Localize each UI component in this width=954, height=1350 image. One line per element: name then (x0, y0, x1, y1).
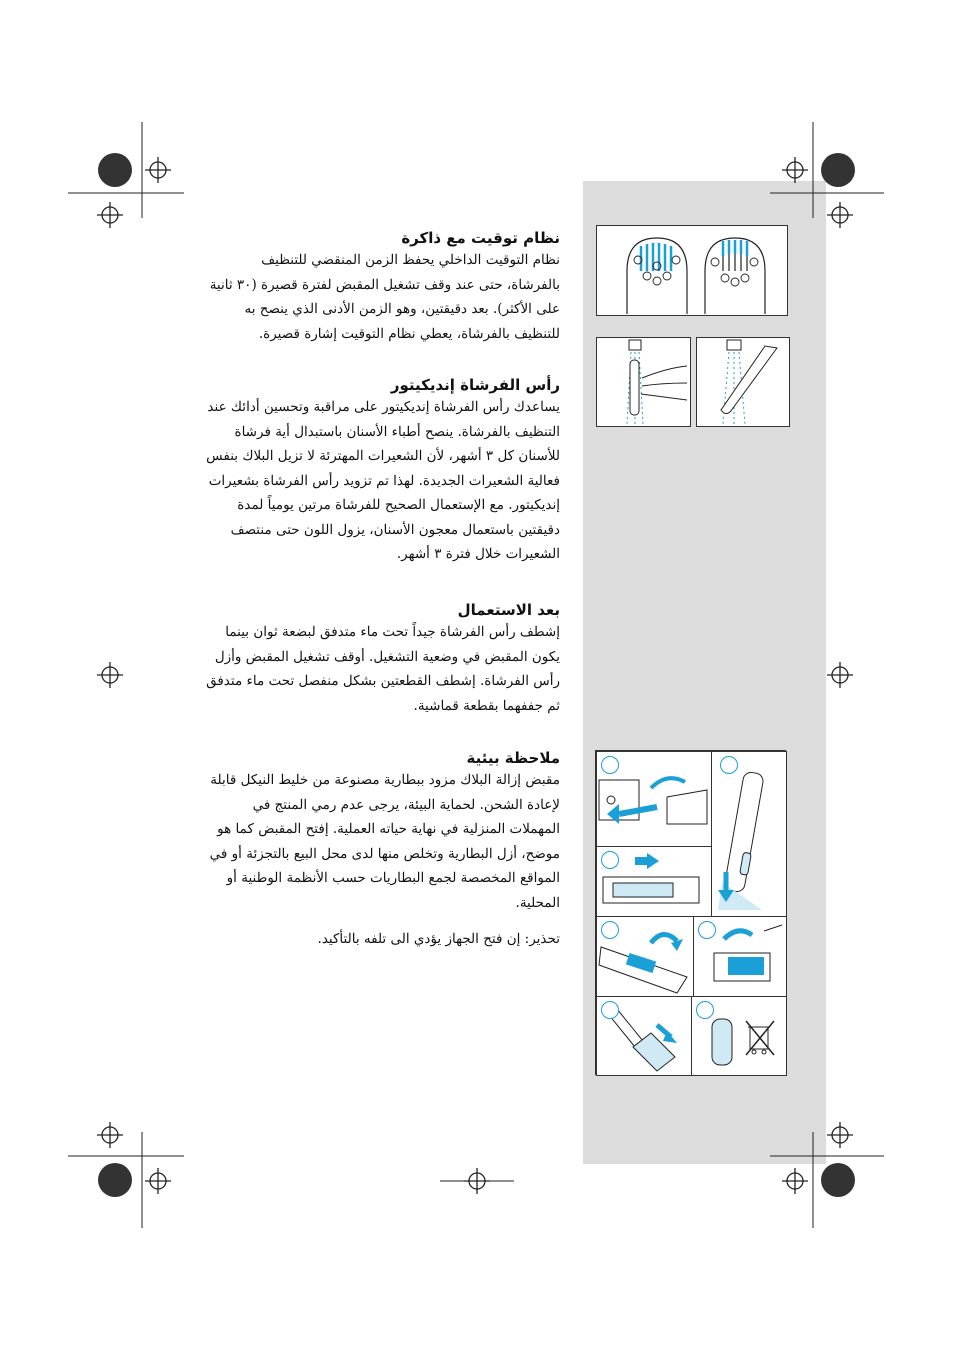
starburst-mark-icon (98, 153, 855, 1197)
section-body: نظام التوقيت الداخلي يحفظ الزمن المنقضي للتنظيف بالفرشاة، حتى عند وقف تشغيل المقبض لفترة قصيرة (٣٠ ثانية على الأكثر). بعد دقيقتين، وهو الزمن الأدنى الذي ينصح به للتنظيف بالفرشاة، يعطي نظام التوقيت إشارة قصيرة. (209, 252, 560, 342)
section-title: رأس الفرشاة إنديكيتور (390, 376, 560, 394)
section-body: مقبض إزالة البلاك مزود ببطارية مصنوعة من خليط النيكل قابلة لإعادة الشحن. لحماية البيئة، يرجى عدم رمي المنتج في المهملات المنزلية في نهاية حياته العملية. إفتح المقبض كما هو موضح، أزل البطارية وتخلص منها لدى محل البيع بالتجزئة أو في المواقع المخصصة لجمع البطاريات حسب الأنظمة الوطنية أو المحلية. (209, 772, 560, 911)
section-body: إشطف رأس الفرشاة جيداً تحت ماء متدفق لبضعة ثوان بينما يكون المقبض في وضعية التشغيل. أوقف تشغيل المقبض وأزل رأس الفرشاة. إشطف القطعتين بشكل منفصل تحت ماء متدفق ثم جففهما بقطعة قماشية. (206, 624, 560, 714)
section-title: نظام توقيت مع ذاكرة (401, 229, 560, 247)
warning-text: تحذير: إن فتح الجهاز يؤدي الى تلفه بالتأكيد. (317, 931, 560, 947)
section-body: يساعدك رأس الفرشاة إنديكيتور على مراقبة وتحسين أدائك عند التنظيف بالفرشاة. ينصح أطباء الأسنان باستبدال أية فرشاة للأسنان كل ٣ أشهر، لأن الشعيرات المهترئة لا تزيل البلاك بنفس فعالية الشعيرات الجديدة. لهذا تم تزويد رأس الفرشاة بشعيرات إنديكيتور. مع الإستعمال الصحيح للفرشاة مرتين يومياً لمدة دقيقتين باستعمال معجون الأسنان، يزول اللون حتى منتصف الشعيرات خلال فترة ٣ أشهر. (206, 399, 560, 562)
section-title: ملاحظة بيئية (466, 749, 560, 767)
section-title: بعد الاستعمال (457, 601, 560, 619)
registration-mark-icon (97, 157, 853, 1194)
